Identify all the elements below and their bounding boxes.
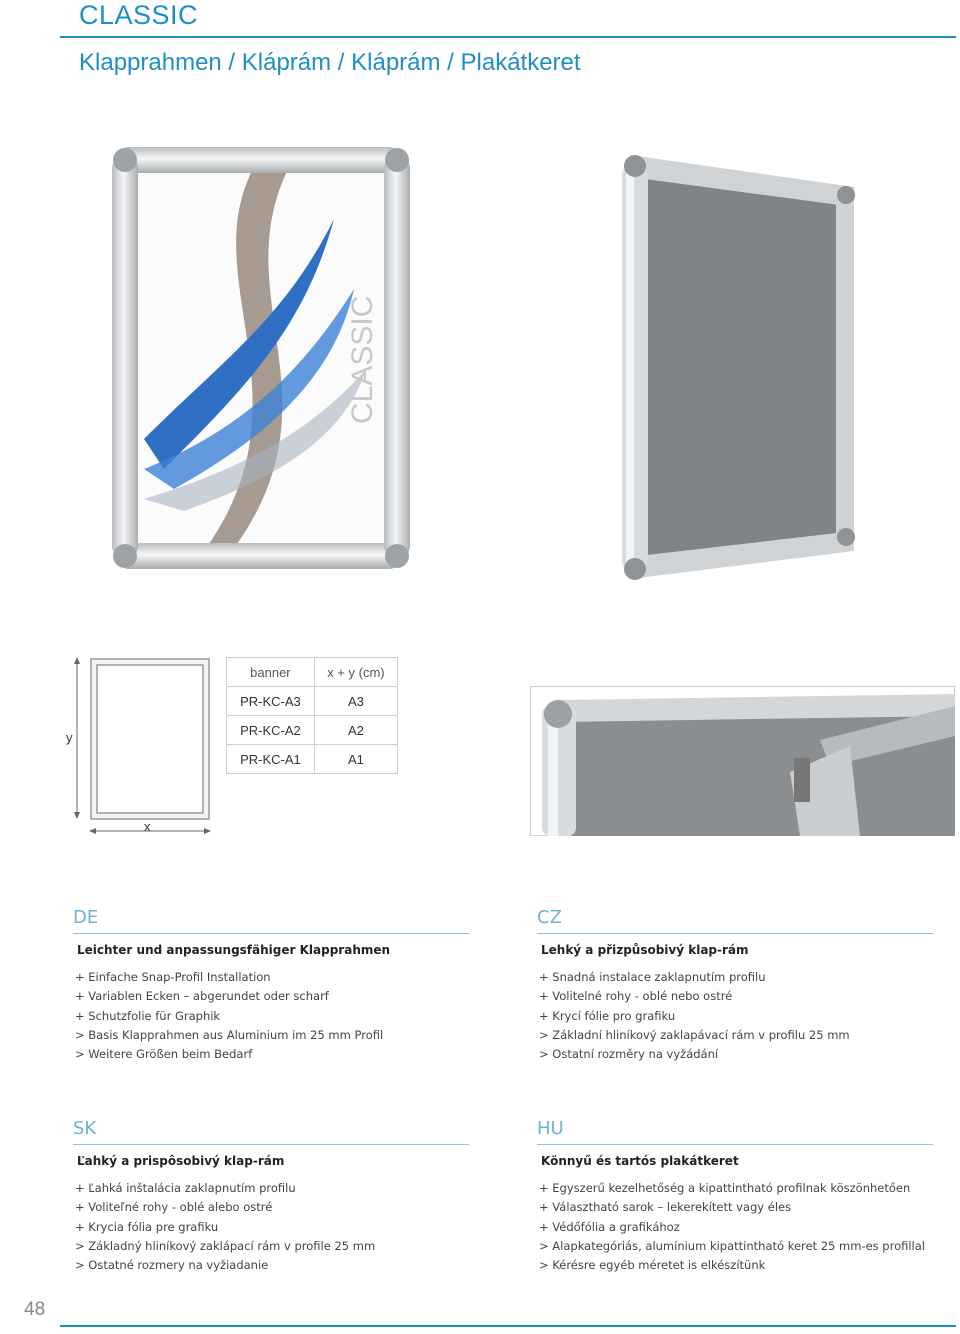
list-item: > Základní hliníkový zaklapávací rám v profilu 25 mm xyxy=(539,1027,850,1042)
list-item: + Védőfólia a grafikához xyxy=(539,1219,680,1234)
section-cz xyxy=(537,907,957,1064)
language-code: SK xyxy=(73,1118,97,1139)
table-cell: A1 xyxy=(314,745,397,774)
section-heading: Lehký a přizpůsobivý klap-rám xyxy=(541,943,749,957)
dimension-x-label: x xyxy=(144,819,151,834)
feature-list xyxy=(73,1179,493,1275)
section-sk xyxy=(73,1118,493,1275)
table-cell: PR-KC-A2 xyxy=(227,716,315,745)
list-item: + Einfache Snap-Profil Installation xyxy=(75,970,271,984)
table-header-cell: banner xyxy=(227,658,315,687)
page-title: CLASSIC xyxy=(79,0,199,30)
table-row xyxy=(227,745,398,774)
product-photo-frame-angle xyxy=(604,139,886,587)
language-code: DE xyxy=(73,907,99,928)
section-heading: Leichter und anpassungsfähiger Klapprahmen xyxy=(77,943,391,957)
table-header-cell: x + y (cm) xyxy=(314,658,397,687)
product-photo-frame-front xyxy=(104,139,414,571)
language-code: CZ xyxy=(537,907,562,928)
list-item: + Krycí fólie pro grafiku xyxy=(539,1008,676,1023)
list-item: + Schutzfolie für Graphik xyxy=(75,1008,221,1023)
section-hu xyxy=(537,1118,957,1275)
list-item: + Snadná instalace zaklapnutím profilu xyxy=(539,970,766,984)
table-row xyxy=(227,716,398,745)
section-divider xyxy=(73,933,469,934)
list-item: > Weitere Größen beim Bedarf xyxy=(75,1047,253,1062)
section-heading: Könnyű és tartós plakátkeret xyxy=(541,1154,739,1168)
dimension-y-label: y xyxy=(66,730,73,745)
list-item: + Variablen Ecken – abgerundet oder scharf xyxy=(75,989,329,1004)
list-item: > Ostatní rozměry na vyžádání xyxy=(539,1047,719,1062)
title-divider xyxy=(60,36,956,38)
feature-list xyxy=(537,1179,957,1275)
size-table xyxy=(226,657,398,774)
list-item: + Krycia fólia pre grafiku xyxy=(75,1219,219,1234)
table-cell: PR-KC-A3 xyxy=(227,687,315,716)
list-item: + Ľahká inštalácia zaklapnutím profilu xyxy=(75,1181,296,1195)
list-item: > Alapkategóriás, alumínium kipattintható keret 25 mm-es profillal xyxy=(539,1238,925,1253)
size-diagram xyxy=(60,655,220,845)
product-photo-corner-detail xyxy=(530,686,955,836)
footer-divider xyxy=(60,1325,956,1327)
table-header-row xyxy=(227,658,398,687)
list-item: + Voliteľné rohy - oblé alebo ostré xyxy=(75,1200,273,1215)
page-subtitle: Klapprahmen / Kláprám / Kláprám / Plakátkeret xyxy=(79,49,581,76)
page-number: 48 xyxy=(24,1299,46,1320)
feature-list xyxy=(537,968,957,1064)
table-cell: A3 xyxy=(314,687,397,716)
section-heading: Ľahký a prispôsobivý klap-rám xyxy=(77,1154,285,1168)
table-cell: A2 xyxy=(314,716,397,745)
section-divider xyxy=(537,1144,933,1145)
list-item: + Választható sarok – lekerekített vagy éles xyxy=(539,1200,792,1215)
table-row xyxy=(227,687,398,716)
section-divider xyxy=(537,933,933,934)
table-cell: PR-KC-A1 xyxy=(227,745,315,774)
frame-graphic-label: CLASSIC xyxy=(346,295,379,424)
section-divider xyxy=(73,1144,469,1145)
list-item: > Basis Klapprahmen aus Aluminium im 25 mm Profil xyxy=(75,1027,384,1042)
list-item: + Egyszerű kezelhetőség a kipattintható profilnak köszönhetően xyxy=(539,1181,911,1195)
feature-list xyxy=(73,968,493,1064)
language-code: HU xyxy=(537,1118,564,1139)
list-item: + Volitelné rohy - oblé nebo ostré xyxy=(539,989,733,1004)
list-item: > Kérésre egyéb méretet is elkészítünk xyxy=(539,1258,766,1273)
list-item: > Ostatné rozmery na vyžiadanie xyxy=(75,1258,269,1273)
list-item: > Základný hliníkový zaklápací rám v profile 25 mm xyxy=(75,1238,376,1253)
section-de xyxy=(73,907,493,1064)
